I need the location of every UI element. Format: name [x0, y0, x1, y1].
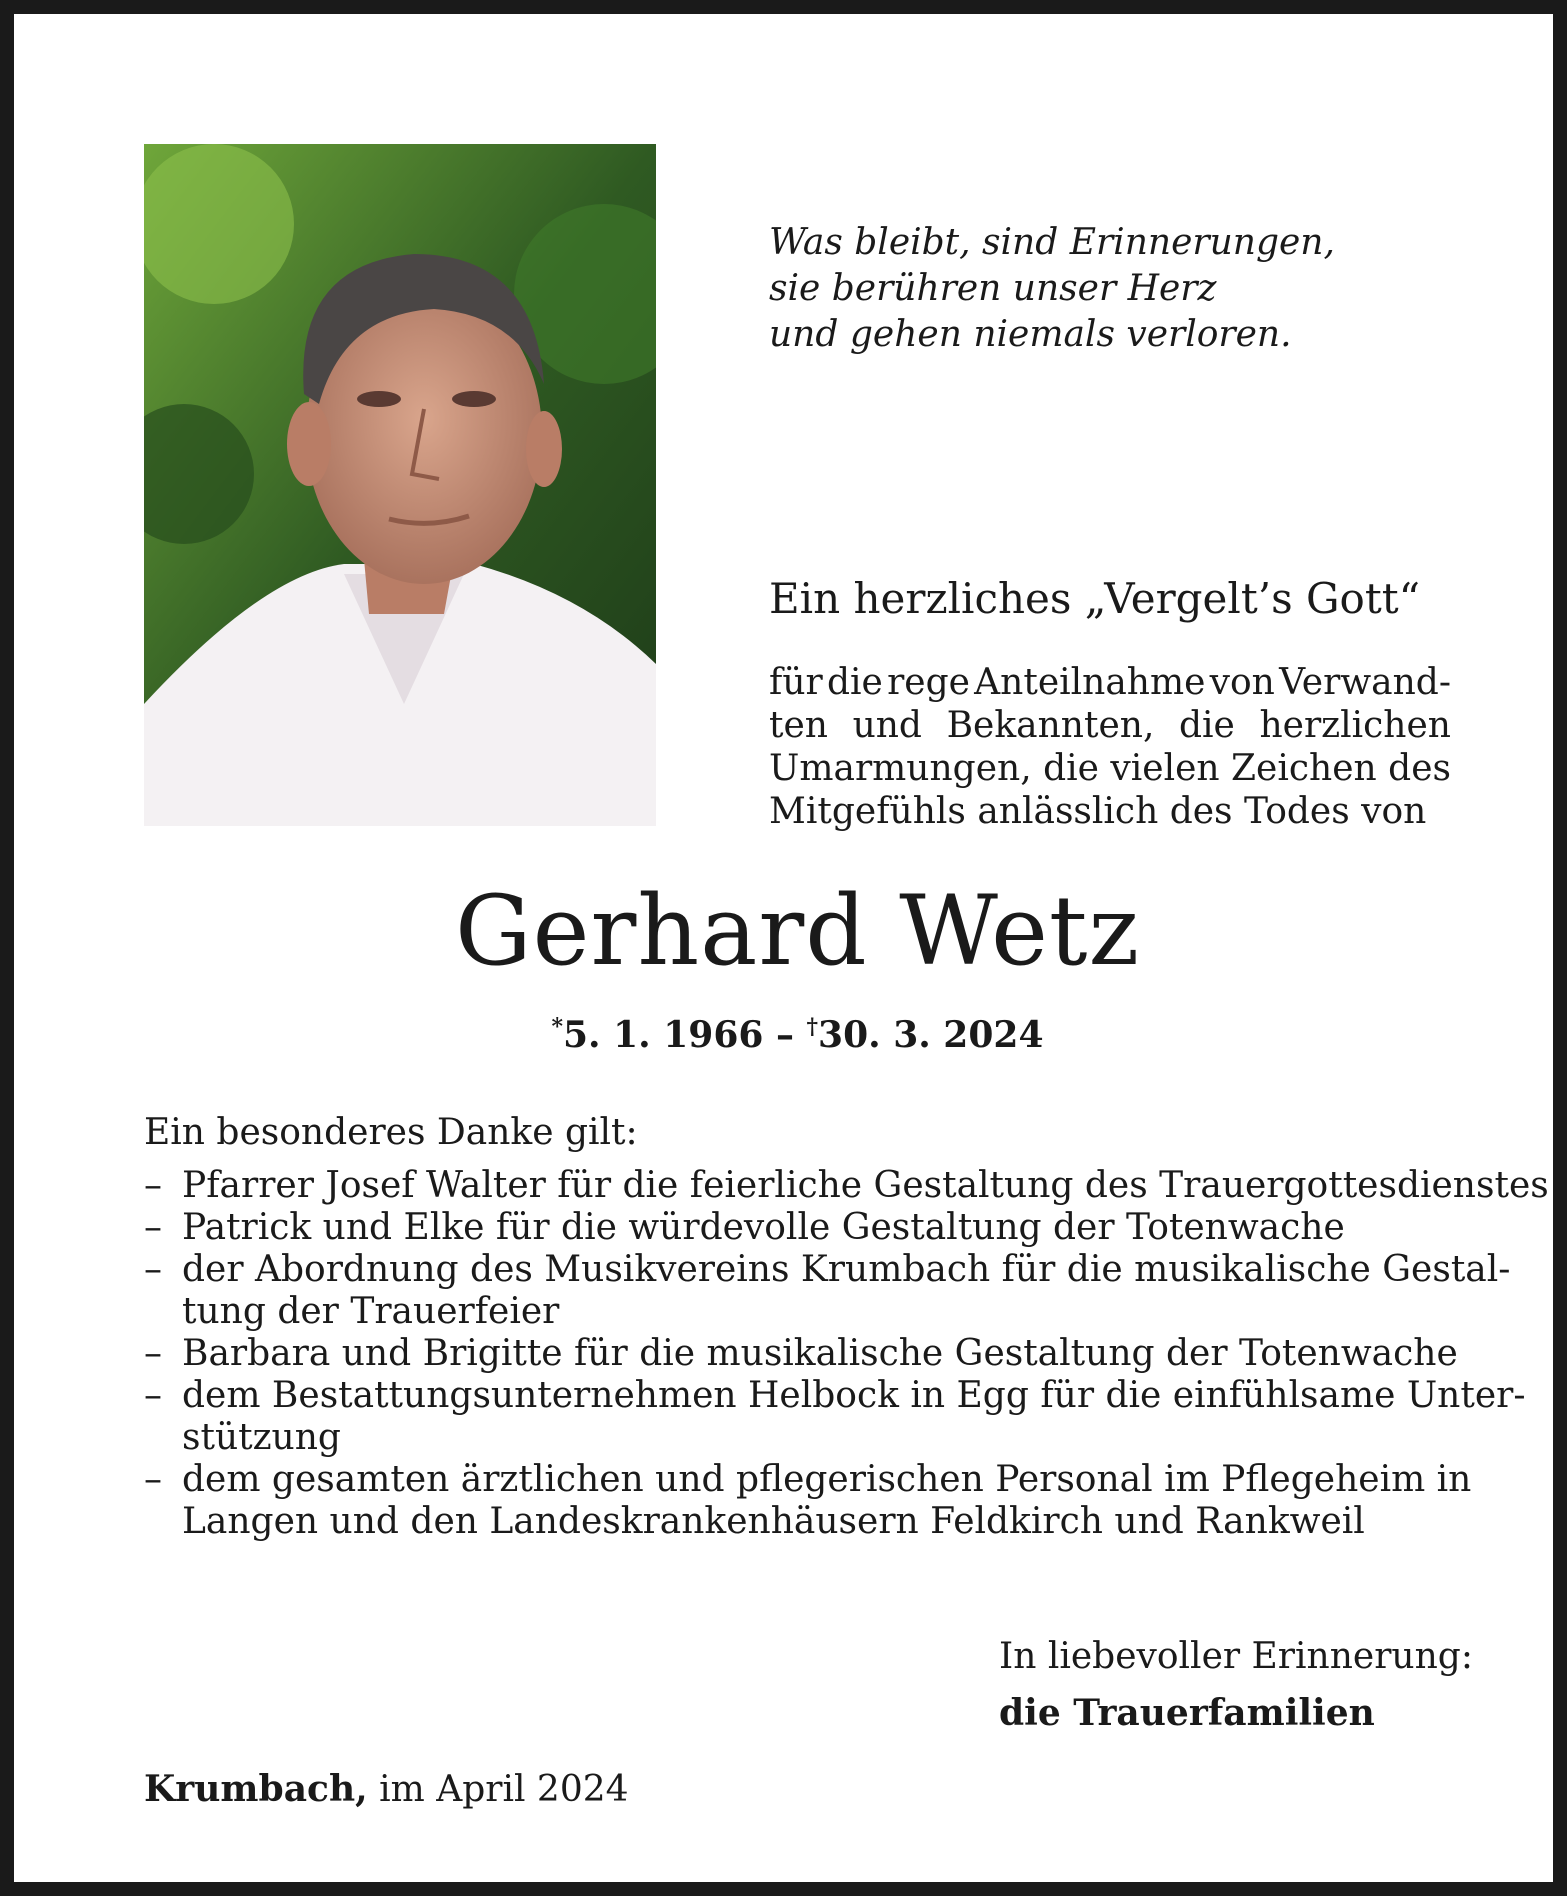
place-town: Krumbach, — [144, 1768, 368, 1810]
thanks-line: für die rege Anteilnahme von Verwand- — [769, 662, 1451, 703]
list-item: – Patrick und Elke für die würdevolle Gestaltung der Totenwache — [144, 1207, 1345, 1248]
list-dash: – — [144, 1165, 162, 1206]
list-dash: – — [144, 1375, 162, 1416]
place-date-text: im April 2024 — [379, 1769, 629, 1810]
list-item: – Pfarrer Josef Walter für die feierliche Gestaltung des Trauergottesdienstes — [144, 1165, 1549, 1206]
birth-date: 5. 1. 1966 — [563, 1014, 764, 1056]
special-thanks-intro: Ein besonderes Danke gilt: — [144, 1112, 638, 1153]
portrait-photo — [144, 144, 656, 826]
list-item: – dem Bestattungsunternehmen Helbock in Egg für die einfühlsame Unter- stützung — [144, 1375, 1526, 1458]
thanks-line: Umarmungen, die vielen Zeichen des — [769, 748, 1451, 789]
place-date — [144, 1768, 629, 1810]
poem-line: Was bleibt, sind Erinnerungen, — [769, 222, 1335, 263]
list-item: – der Abordnung des Musikvereins Krumbach für die musikalische Gestal- tung der Trauerfeier — [144, 1249, 1511, 1332]
poem-line: und gehen niemals verloren. — [769, 314, 1292, 355]
death-symbol: † — [806, 1014, 819, 1040]
deceased-name: Gerhard Wetz — [454, 875, 1141, 987]
special-thanks-list — [144, 1165, 1549, 1543]
list-dash: – — [144, 1207, 162, 1248]
death-date: 30. 3. 2024 — [818, 1014, 1044, 1056]
list-dash: – — [144, 1459, 162, 1500]
thanks-heading: Ein herzliches „Vergelt’s Gott“ — [769, 574, 1421, 623]
poem-line: sie berühren unser Herz — [769, 268, 1217, 309]
thanks-paragraph — [769, 661, 1451, 833]
closing-signature — [999, 1629, 1473, 1741]
memorial-poem — [769, 220, 1469, 358]
list-item: – dem gesamten ärztlichen und pflegerischen Personal im Pflegeheim in Langen und den Landeskrankenhäusern Feldkirch und Rankweil — [144, 1459, 1472, 1542]
thanks-line: Mitgefühls anlässlich des Todes von — [769, 791, 1427, 832]
list-dash: – — [144, 1249, 162, 1290]
life-dates — [14, 1014, 1567, 1056]
list-dash: – — [144, 1333, 162, 1374]
memory-line: In liebevoller Erinnerung: — [999, 1636, 1473, 1677]
portrait-image — [144, 144, 656, 826]
birth-symbol: * — [551, 1014, 563, 1040]
family-signature: die Trauerfamilien — [999, 1692, 1375, 1734]
date-separator: – — [763, 1014, 807, 1056]
thanks-line: ten und Bekannten, die herzlichen — [769, 705, 1451, 746]
list-item: – Barbara und Brigitte für die musikalische Gestaltung der Totenwache — [144, 1333, 1458, 1374]
